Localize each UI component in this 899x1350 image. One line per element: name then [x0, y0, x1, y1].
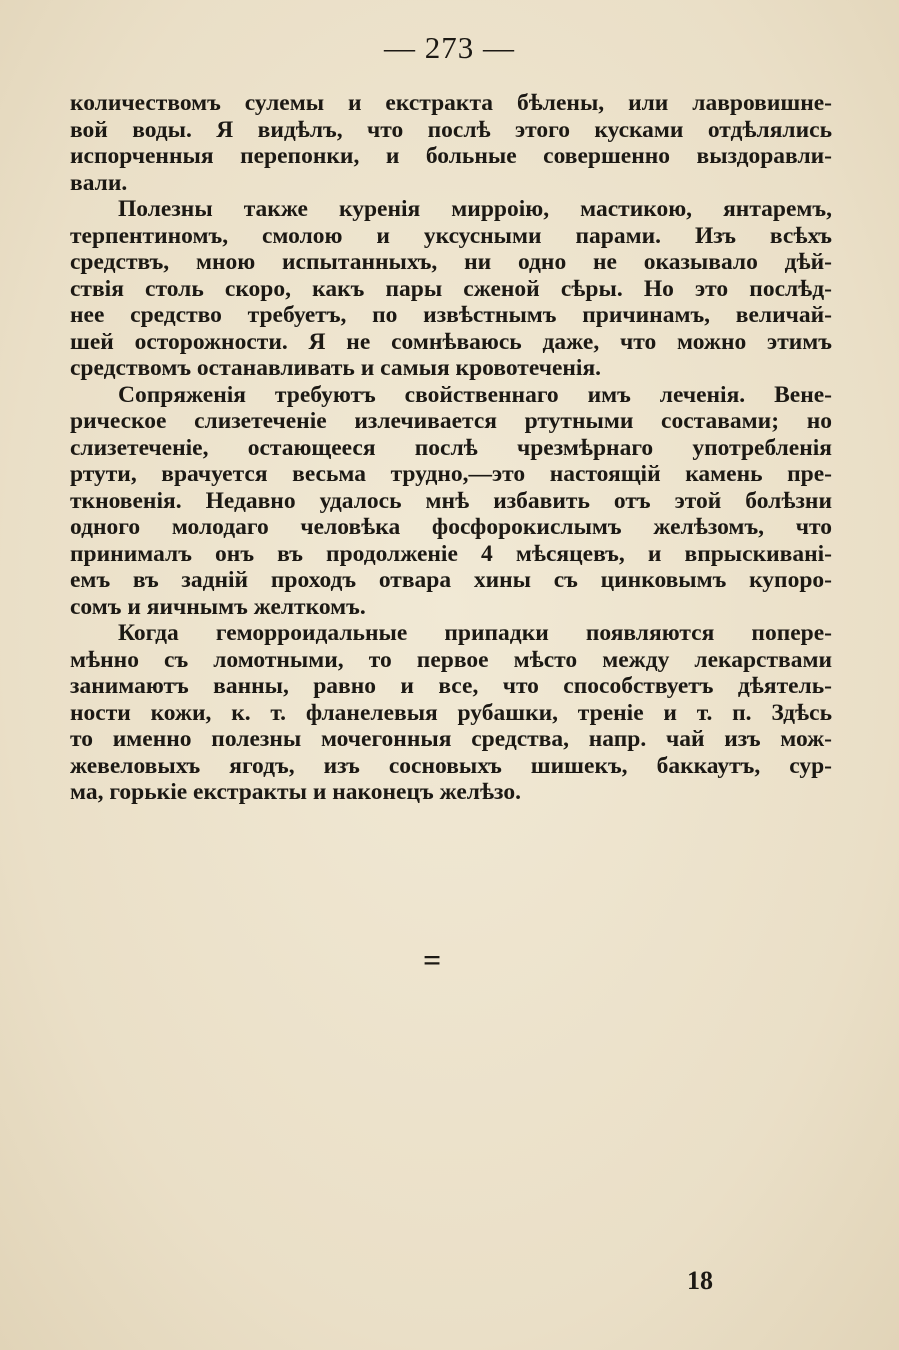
paragraph: [70, 90, 832, 196]
text-line: емъ въ задній проходъ отвара хины съ цинковымъ купоро-: [70, 567, 832, 593]
text-line: одного молодаго человѣка фосфорокислымъ желѣзомъ, что: [70, 514, 832, 540]
text-line: средствомъ останавливать и самыя кровотеченія.: [70, 355, 602, 381]
text-line: Когда геморроидальные припадки появляются попере-: [118, 620, 832, 646]
text-line: количествомъ сулемы и екстракта бѣлены, или лавровишне-: [70, 90, 832, 116]
paragraph: [70, 382, 832, 621]
text-line: нее средство требуетъ, по извѣстнымъ причинамъ, величай-: [70, 302, 832, 328]
text-line: то именно полезны мочегонныя средства, напр. чай изъ мож-: [70, 726, 832, 752]
text-line: ности кожи, к. т. фланелевыя рубашки, треніе и т. п. Здѣсь: [70, 699, 832, 726]
text-line: вали.: [70, 169, 128, 196]
text-line: жевеловыхъ ягодъ, изъ сосновыхъ шишекъ, баккаутъ, сур-: [70, 752, 832, 779]
text-line: занимаютъ ванны, равно и все, что способствуетъ дѣятель-: [70, 673, 832, 699]
text-line: терпентиномъ, смолою и уксусными парами. Изъ всѣхъ: [70, 222, 832, 249]
paragraph: [70, 196, 832, 382]
text-line: ртути, врачуется весьма трудно,—это настоящій камень пре-: [70, 461, 832, 487]
page-number-header: — 273 —: [384, 30, 515, 65]
end-separator: =: [423, 942, 442, 978]
text-line: мѣнно съ ломотными, то первое мѣсто между лекарствами: [70, 646, 832, 673]
text-line: испорченныя перепонки, и больные совершенно выздоравли-: [70, 143, 832, 169]
text-line: принималъ онъ въ продолженіе 4 мѣсяцевъ, и впрыскивані-: [70, 540, 832, 567]
text-line: ткновенія. Недавно удалось мнѣ избавить отъ этой болѣзни: [70, 487, 832, 514]
text-line: слизетеченіе, остающееся послѣ чрезмѣрнаго употребленія: [70, 434, 832, 461]
text-line: шей осторожности. Я не сомнѣваюсь даже, что можно этимъ: [70, 328, 832, 355]
text-line: рическое слизетеченіе излечивается ртутными составами; но: [70, 408, 832, 434]
text-line: Сопряженія требуютъ свойственнаго имъ леченія. Вене-: [118, 381, 832, 408]
paragraph: [70, 620, 832, 806]
text-line: средствъ, мною испытанныхъ, ни одно не оказывало дѣй-: [70, 249, 832, 275]
text-line: ствія столь скоро, какъ пары сженой сѣры. Но это послѣд-: [70, 275, 832, 302]
text-line: ма, горькіе екстракты и наконецъ желѣзо.: [70, 779, 521, 805]
text-line: вой воды. Я видѣлъ, что послѣ этого кусками отдѣлялись: [70, 116, 832, 143]
signature-mark: 18: [687, 1266, 713, 1295]
text-line: Полезны также куренія мирроію, мастикою, янтаремъ,: [118, 196, 832, 222]
body-text: [70, 90, 832, 806]
text-line: сомъ и яичнымъ желткомъ.: [70, 593, 366, 620]
